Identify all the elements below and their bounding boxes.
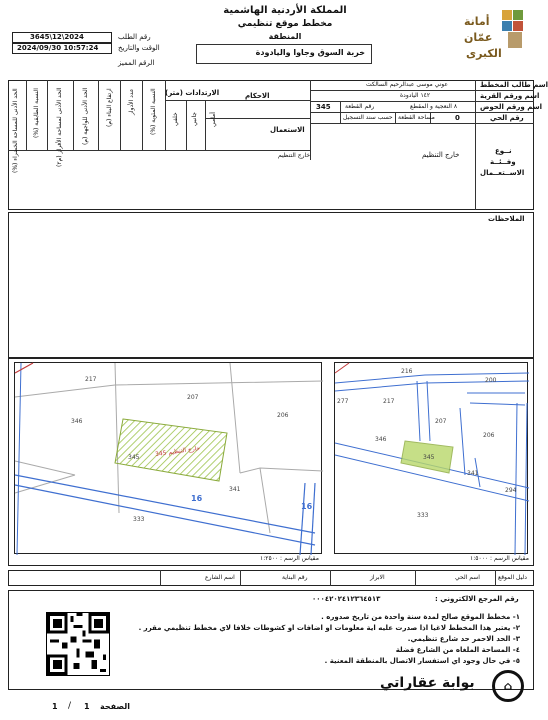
parcel-345-o: 345: [423, 454, 435, 461]
brand-icon: ⌂: [492, 670, 524, 702]
parcel-346-o: 346: [375, 436, 387, 443]
col-green-ratio: الحد الأدنى للمساحة الخضراء (%): [12, 88, 19, 173]
parcel-345-d: 345: [128, 454, 140, 461]
footer-note-1: ١- مخطط الموقع صالح لمدة سنة واحدة من تاريخ صدوره .: [321, 613, 520, 621]
region-field: [196, 44, 372, 64]
parcel-333-o: 333: [417, 512, 429, 519]
outside-zoning-right: خارج التنظيم: [422, 151, 460, 159]
parcel-294-o: 294: [505, 487, 517, 494]
col-back: خلفي: [172, 112, 179, 126]
applicant-value: عوني موسى عبدالرحيم السالكت: [366, 81, 448, 88]
request-number-value: 3645\12\2024: [30, 33, 84, 41]
site-guide-label: دليل الموقع: [498, 574, 527, 581]
map-detail[interactable]: [14, 362, 322, 554]
guide-neighborhood: اسم الحي: [455, 574, 480, 581]
col-front: أمامي: [210, 112, 217, 127]
parcel-333-d: 333: [133, 516, 145, 523]
ref-value: ٠٠٠٤٢٠٢٤١٢٣٦٤٥١٣: [312, 595, 381, 603]
basin-value: ٨ النعجية و المقطع: [410, 103, 458, 110]
request-number-label: رقم الطلب: [118, 33, 151, 41]
guide-arrangement: الابراز: [370, 574, 385, 581]
village-value: ١٤٢ اليادودة: [400, 92, 431, 99]
col-floor-ratio: النسبة الطابقية (%): [33, 88, 40, 138]
road-number-side: 16: [301, 502, 313, 511]
scale-overview: مقياس الرسم : ١:٥٠٠٠: [470, 555, 529, 562]
footer-note-2: ٢- يعتبر هذا المخطط لاغيا اذا صدرت عليه اية معلومات او اضافات او كشوطات خلافا لاي مخطط تنظيمي مقرر .: [138, 624, 520, 632]
basin-label: اسم ورقم الحوض: [480, 103, 542, 111]
notes-label: الملاحظات: [488, 215, 525, 223]
col-floors: عدد الأدوار: [128, 88, 135, 115]
page-total: 1: [52, 702, 58, 711]
kingdom-title: المملكة الأردنية الهاشمية: [223, 5, 347, 16]
plot-value: 345: [316, 103, 331, 111]
parcel-207-o: 207: [435, 418, 447, 425]
area-label: مساحة القطعة: [398, 114, 435, 121]
parcel-206-o: 206: [483, 432, 495, 439]
request-datetime-value: 2024/09/30 10:57:24: [17, 44, 99, 52]
page-label: الصفحة: [100, 702, 131, 711]
region-value: خربة السوق وجاوا واليادودة: [255, 48, 365, 57]
distinct-number-label: الرقم المميز: [118, 59, 155, 67]
ref-label: رقم المرجع الالكتروني :: [435, 595, 519, 603]
footer-notes: [120, 612, 520, 667]
type-label: نــوع: [495, 147, 512, 155]
parcel-217-d: 217: [85, 376, 97, 383]
logo-text-3: الكبرى: [466, 47, 502, 60]
parcel-207-d: 207: [187, 394, 199, 401]
doc-title: مخطط موقع تنظيمي: [237, 19, 333, 29]
guide-street-name: اسم الشارع: [205, 574, 235, 581]
usage-label: الاستعمال: [270, 126, 305, 134]
parcel-346-d: 346: [71, 418, 83, 425]
road-number: 16: [191, 494, 203, 503]
parcel-341-o: 341: [467, 470, 479, 477]
logo-text-1: أمانة: [464, 15, 490, 28]
use-label: الاســتعــمال: [480, 169, 525, 177]
parcel-216-o: 216: [401, 368, 413, 375]
footer-note-3: ٣- الحد الاحمر حد شارع تنظيمي.: [407, 635, 520, 643]
outside-zoning-row: خارج التنظيم: [278, 152, 311, 159]
neighborhood-label: رقم الحي: [490, 114, 524, 122]
page-current: 1: [84, 702, 90, 711]
parcel-341-d: 341: [229, 486, 241, 493]
target-parcel-label: خارج التنظيم 345: [154, 444, 201, 459]
neighborhood-value: 0: [455, 114, 460, 122]
footer-note-4: ٤- المساحة الملغاه من الشارع فضلة: [395, 646, 520, 654]
watermark-text: بوابة عقاراتي: [380, 675, 475, 691]
region-label: المنطقة: [268, 32, 302, 41]
setbacks-label: الارتدادات (متر): [165, 89, 220, 97]
village-label: اسم ورقم القرية: [480, 92, 540, 100]
plot-label: رقم القطعة: [345, 103, 375, 110]
request-datetime-label: الوقت والتاريخ: [118, 44, 160, 52]
area-note: حسب سند التسجيل: [343, 114, 393, 121]
logo-text-2: عمّان: [464, 31, 493, 44]
footer-note-5: ٥- في حال وجود اي استفسار الاتصال بالمنطقة المعنية .: [324, 657, 520, 665]
col-height: ارتفاع البناء (م): [106, 88, 113, 127]
col-min-area: الحد الأدنى لمساحة الأفراز (م٢): [56, 88, 63, 168]
amman-logo: [462, 8, 530, 68]
col-side: جانبي: [191, 112, 198, 127]
applicant-label: اسم طالب المخطط: [480, 81, 548, 89]
qr-code[interactable]: [46, 612, 110, 676]
map-overview[interactable]: [334, 362, 528, 554]
col-coverage: النسبة المئوية (%): [150, 88, 157, 135]
parcel-277-o: 277: [337, 398, 349, 405]
guide-building-no: رقم البناية: [282, 574, 308, 581]
parcel-206-d: 206: [277, 412, 289, 419]
parcel-217-o: 217: [383, 398, 395, 405]
col-facade: الحد الأدنى للواجهة (م): [82, 88, 89, 146]
page-separator: /: [68, 701, 72, 711]
scale-detail: مقياس الرسم : ١:٢٥٠٠: [260, 555, 319, 562]
notes-box: [8, 212, 534, 358]
parcel-200-o: 200: [485, 377, 497, 384]
rules-label: الاحكام: [245, 92, 270, 100]
and-label: وفــئــة: [490, 158, 516, 166]
watermark-brand: [380, 668, 530, 704]
